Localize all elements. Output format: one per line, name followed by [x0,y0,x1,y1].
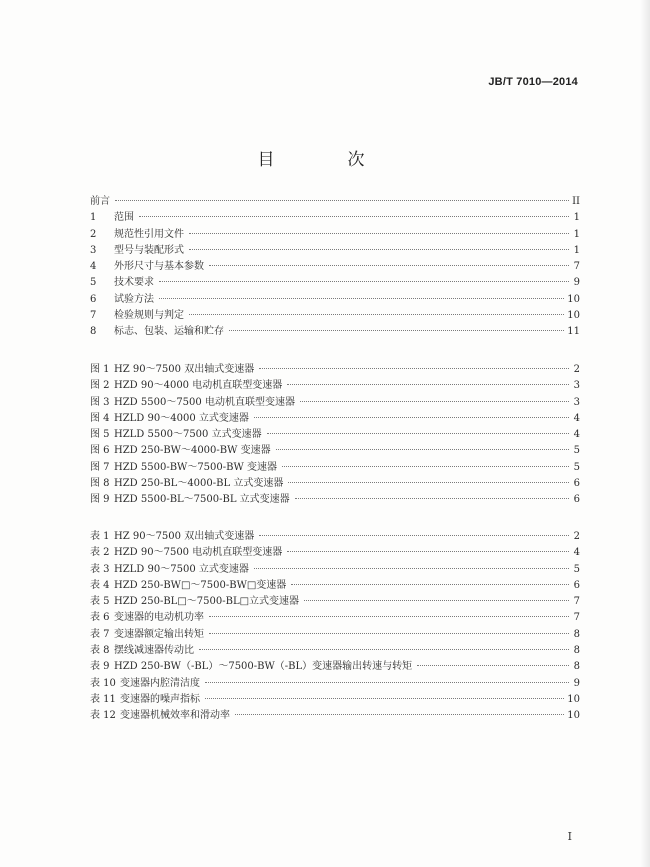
toc-leader-dots [139,216,569,217]
toc-entry-page: II [572,196,580,207]
toc-entry-page: 10 [567,310,580,322]
toc-entry-page: 1 [573,244,580,256]
toc-entry-text: HZLD 90～7500 立式变速器 [114,563,249,575]
toc-leader-dots [115,200,569,201]
toc-entry-text: 变速器的电动机功率 [114,612,204,624]
toc-entry-text: HZLD 90～4000 立式变速器 [114,412,249,424]
toc-entry-label [90,259,206,275]
toc-entry[interactable] [90,578,580,594]
toc-entry-number: 表 1 [90,531,110,542]
toc-entry-text: HZD 5500～7500 电动机直联型变速器 [114,396,295,408]
toc-entry-label [90,324,226,340]
toc-leader-dots [287,384,569,385]
toc-entry-number: 表 9 [90,661,110,673]
toc-entry[interactable] [90,476,580,492]
toc-entry-number: 图 6 [90,445,110,457]
toc-leader-dots [282,466,569,467]
toc-leader-dots [189,249,569,250]
toc-entry-label [90,594,301,610]
toc-entry-number: 图 8 [90,478,110,490]
toc-entry-text: 变速器额定输出转矩 [114,628,204,640]
toc-entry-label [90,443,273,459]
toc-leader-dots [259,535,569,536]
toc-entry-number: 5 [90,277,97,289]
toc-leader-dots [267,433,569,434]
toc-entry-text: HZ 90～7500 双出轴式变速器 [114,364,255,375]
toc-entry-text: HZD 5500-BL～7500-BL 立式变速器 [114,494,290,506]
toc-entry[interactable] [90,275,580,291]
toc-entry-text: HZ 90～7500 双出轴式变速器 [114,531,255,542]
toc-entry-page: 10 [567,693,580,705]
toc-leader-dots [235,714,564,715]
toc-entry[interactable] [90,676,580,692]
toc-entry-label [90,427,264,443]
toc-entry-number: 图 9 [90,494,110,506]
toc-leader-dots [288,482,569,483]
toc-entry-number: 1 [90,212,97,224]
toc-entry-label [90,659,414,675]
toc-entry-page: 4 [573,412,580,424]
toc-entry-number: 表 5 [90,596,110,608]
toc-entry-page: 5 [573,445,580,457]
toc-entry-page: 9 [573,677,580,689]
toc-entry[interactable] [90,443,580,459]
toc-entry[interactable] [90,362,580,378]
toc-entry-number: 表 11 [90,693,116,705]
page-number: I [567,830,572,843]
toc-entry[interactable] [90,545,580,561]
toc-entry-page: 7 [573,612,580,624]
toc-entry-page: 3 [573,380,580,392]
toc-entry[interactable] [90,610,580,626]
toc-entry-text: 技术要求 [114,277,154,289]
toc-entry[interactable] [90,594,580,610]
toc-entry-text: HZD 90～4000 电动机直联型变速器 [114,380,283,392]
toc-entry-text: HZD 250-BW～4000-BW 变速器 [114,445,271,457]
toc-leader-dots [304,600,569,601]
toc-entry-number: 6 [90,293,97,305]
toc-entry[interactable] [90,378,580,394]
toc-entry[interactable] [90,529,580,545]
toc-entry-page: 2 [573,364,580,375]
toc-entry[interactable] [90,411,580,427]
toc-entry-text: 摆线减速器传动比 [114,645,194,657]
toc-entry-text: 前言 [90,196,110,207]
standard-code: JB/T 7010—2014 [488,76,578,88]
toc-entry-text: HZD 250-BL～4000-BL 立式变速器 [114,478,284,490]
toc-leader-dots [417,665,569,666]
toc-entry[interactable] [90,243,580,259]
toc-entry-text: 变速器的噪声指标 [120,693,200,705]
toc-entry-label [90,578,288,594]
toc-entry-page: 4 [573,429,580,441]
toc-leader-dots [254,568,569,569]
toc-entry-label [90,227,186,243]
toc-leader-dots [209,265,569,266]
toc-entry-number: 7 [90,310,97,322]
toc-entry-page: 6 [573,494,580,506]
toc-entry-number: 图 5 [90,429,110,441]
toc-entry-text: HZLD 5500～7500 立式变速器 [114,429,262,441]
toc-entry-page: 5 [573,461,580,473]
toc-entry-label [90,411,251,427]
toc-entry-label [90,275,156,291]
toc-leader-dots [287,551,569,552]
toc-leader-dots [159,298,564,299]
toc-entry-number: 图 1 [90,364,110,375]
toc-entry-text: HZD 250-BW□～7500-BW□变速器 [114,579,287,591]
toc-entry-text: 变速器内腔清洁度 [120,677,200,689]
toc-entry-page: 1 [573,212,580,224]
toc-entry-number: 图 4 [90,412,110,424]
toc-entry-page: 5 [573,563,580,575]
toc-entry-text: 试验方法 [114,293,154,305]
toc-entry-page: 8 [573,661,580,673]
toc-leader-dots [209,633,569,634]
toc-entry-label [90,545,284,561]
toc-entry-text: 变速器机械效率和滑动率 [120,710,230,722]
toc-entry-label [90,476,285,492]
toc-entry-number: 表 4 [90,579,110,591]
toc-entry-label [90,194,112,210]
toc-entry-label [90,460,279,476]
toc-entry[interactable] [90,708,580,724]
toc-entry-label [90,492,292,508]
toc-entry-label [90,308,186,324]
toc-entry-page: 11 [567,326,580,338]
toc-entry[interactable] [90,460,580,476]
toc-entry-text: 外形尺寸与基本参数 [114,261,204,273]
toc-sections [90,194,580,341]
toc-entry[interactable] [90,194,580,210]
toc-entry-text: HZD 250-BL□～7500-BL□立式变速器 [114,596,300,608]
toc-entry-label [90,610,206,626]
toc-entry-number: 图 3 [90,396,110,408]
toc-entry-label [90,378,284,394]
toc-entry-label [90,692,202,708]
toc-entry-text: 范围 [114,212,134,224]
toc-leader-dots [189,314,564,315]
toc-entry[interactable] [90,308,580,324]
toc-entry-text: 规范性引用文件 [114,228,184,240]
toc-entry-text: 标志、包装、运输和贮存 [114,326,224,338]
toc-tables [90,529,580,725]
toc-entry-page: 8 [573,645,580,657]
toc-leader-dots [199,649,569,650]
toc-leader-dots [295,498,569,499]
toc-entry-page: 9 [573,277,580,289]
toc-entry-label [90,210,136,226]
toc-entry-number: 3 [90,244,97,256]
toc-leader-dots [189,233,569,234]
toc-entry-number: 图 7 [90,461,110,473]
toc-entry[interactable] [90,562,580,578]
toc-entry-number: 表 10 [90,677,116,689]
toc-entry[interactable] [90,692,580,708]
toc-entry-text: HZD 90～7500 电动机直联型变速器 [114,547,283,559]
toc-entry-number: 图 2 [90,380,110,392]
toc-entry-label [90,643,196,659]
toc-entry-label [90,529,256,545]
toc-entry-page: 1 [573,228,580,240]
toc-entry[interactable] [90,395,580,411]
toc-entry-number: 表 12 [90,710,116,722]
toc-entry-label [90,395,297,411]
toc-entry-number: 4 [90,261,97,273]
toc-entry[interactable] [90,292,580,308]
toc-leader-dots [159,281,569,282]
toc-leader-dots [205,698,564,699]
toc-leader-dots [254,417,569,418]
toc-figures [90,362,580,509]
toc-entry-number: 表 3 [90,563,110,575]
toc-entry[interactable] [90,659,580,675]
toc-entry-label [90,627,206,643]
toc-entry[interactable] [90,324,580,340]
toc-entry-number: 8 [90,326,97,338]
page-title: 目 次 [257,150,393,170]
toc-leader-dots [209,616,569,617]
toc-entry-page: 7 [573,596,580,608]
scan-edge-shadow [640,0,650,867]
toc-leader-dots [276,449,569,450]
toc-entry-text: HZD 5500-BW～7500-BW 变速器 [114,461,277,473]
toc-entry[interactable] [90,227,580,243]
toc-entry-number: 表 7 [90,628,110,640]
toc-entry-number: 2 [90,228,97,240]
toc-entry[interactable] [90,627,580,643]
toc-leader-dots [205,682,569,683]
toc-entry-label [90,562,251,578]
toc-leader-dots [291,584,569,585]
toc-entry-page: 7 [573,261,580,273]
toc-leader-dots [259,368,569,369]
toc-entry[interactable] [90,643,580,659]
toc-entry-number: 表 2 [90,547,110,559]
toc-entry-page: 6 [573,579,580,591]
toc-entry-page: 2 [573,531,580,542]
toc-entry-text: HZD 250-BW（-BL）～7500-BW（-BL）变速器输出转速与转矩 [114,661,413,673]
toc-entry[interactable] [90,210,580,226]
toc-entry-page: 4 [573,547,580,559]
toc-entry-page: 10 [567,293,580,305]
toc-entry-text: 型号与装配形式 [114,244,184,256]
toc-entry-number: 表 6 [90,612,110,624]
toc-leader-dots [300,401,569,402]
toc-leader-dots [229,330,564,331]
toc-entry-label [90,676,202,692]
toc-entry-label [90,362,256,378]
toc-entry-label [90,292,156,308]
toc-entry-label [90,243,186,259]
toc-entry[interactable] [90,259,580,275]
toc-entry-page: 8 [573,628,580,640]
toc-entry[interactable] [90,492,580,508]
toc-entry[interactable] [90,427,580,443]
toc-entry-text: 检验规则与判定 [114,310,184,322]
toc-entry-page: 6 [573,478,580,490]
toc-entry-page: 10 [567,710,580,722]
toc-entry-label [90,708,232,724]
toc-entry-page: 3 [573,396,580,408]
toc-entry-number: 表 8 [90,645,110,657]
